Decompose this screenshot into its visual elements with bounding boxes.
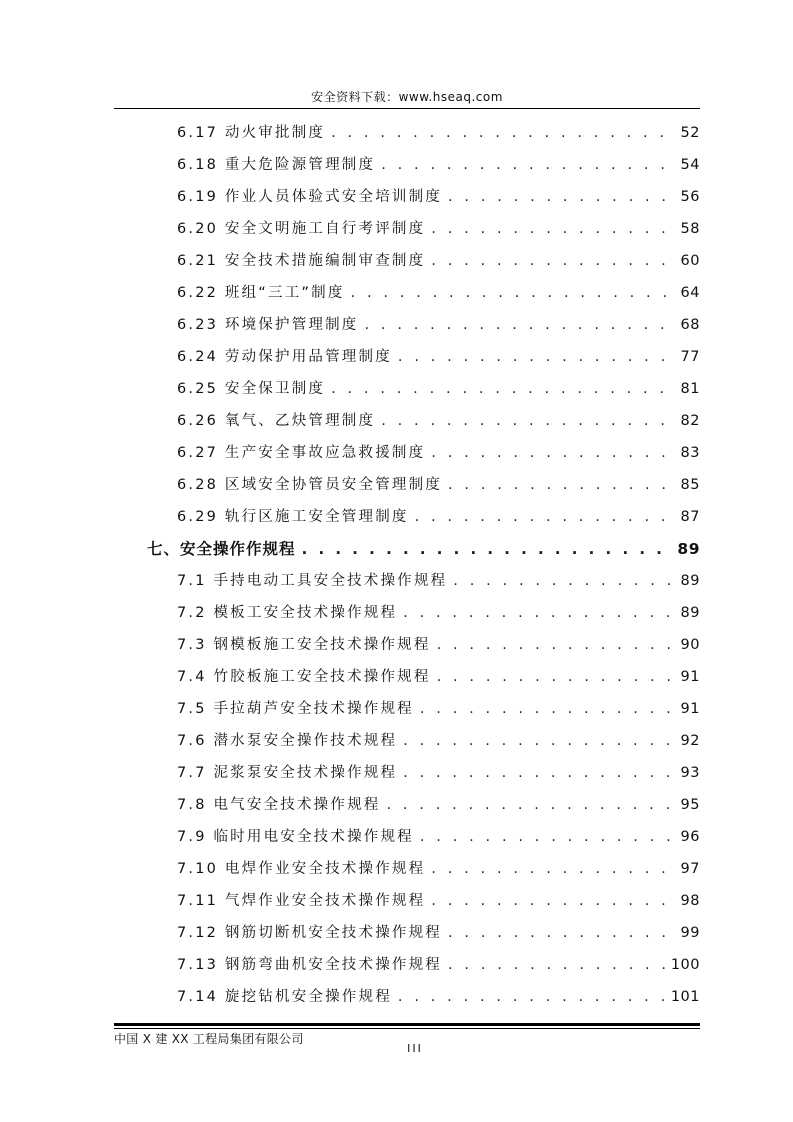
footer-divider-thick [114,1023,700,1026]
toc-entry-title: 7.8 电气安全技术操作规程 [177,797,381,813]
toc-entry-page: 54 [680,157,700,173]
toc-entry-title: 7.6 潜水泵安全操作技术规程 [177,733,398,749]
toc-row[interactable] [177,757,700,789]
toc-row[interactable] [177,181,700,213]
toc-dot-leader [448,181,677,213]
toc-row[interactable] [177,277,700,309]
toc-row[interactable] [177,245,700,277]
toc-entry-page: 92 [680,733,700,749]
toc-row[interactable] [177,917,700,949]
toc-entry-title: 6.25 安全保卫制度 [177,381,326,397]
toc-entry-page: 82 [680,413,700,429]
toc-entry-page: 96 [680,829,700,845]
toc-entry-page: 89 [680,605,700,621]
toc-dot-leader [381,149,676,181]
toc-entry-page: 95 [680,797,700,813]
toc-entry-page: 89 [680,573,700,589]
toc-entry-title: 7.1 手持电动工具安全技术操作规程 [177,573,448,589]
toc-row[interactable] [177,981,700,1013]
toc-dot-leader [448,949,667,981]
toc-row[interactable] [177,437,700,469]
toc-entry-page: 90 [680,637,700,653]
toc-entry-title: 7.12 钢筋切断机安全技术操作规程 [177,925,442,941]
toc-row[interactable] [177,661,700,693]
toc-entry-page: 52 [680,125,700,141]
toc-row[interactable] [177,949,700,981]
toc-entry-page: 99 [680,925,700,941]
footer-divider-thin [114,1028,700,1029]
toc-entry-title: 7.2 模板工安全技术操作规程 [177,605,398,621]
toc-row[interactable] [177,341,700,373]
toc-entry-title: 7.9 临时用电安全技术操作规程 [177,829,414,845]
toc-entry-title: 6.29 轨行区施工安全管理制度 [177,509,409,525]
toc-entry-title: 6.22 班组“三工”制度 [177,285,345,301]
toc-dot-leader [403,725,676,757]
toc-entry-page: 60 [680,253,700,269]
toc-row[interactable] [177,501,700,533]
page-header [114,88,700,105]
toc-dot-leader [448,917,677,949]
toc-dot-leader [437,661,677,693]
toc-dot-leader [453,565,676,597]
toc-entry-title: 6.28 区域安全协管员安全管理制度 [177,477,442,493]
toc-entry-title: 6.19 作业人员体验式安全培训制度 [177,189,442,205]
toc-entry-page: 77 [680,349,700,365]
toc-dot-leader [415,501,677,533]
toc-dot-leader [403,757,676,789]
toc-entry-page: 81 [680,381,700,397]
toc-row[interactable] [177,469,700,501]
toc-entry-title: 6.23 环境保护管理制度 [177,317,359,333]
toc-entry-page: 85 [680,477,700,493]
toc-entry-title: 6.18 重大危险源管理制度 [177,157,376,173]
toc-entry-page: 64 [680,285,700,301]
toc-row[interactable] [177,565,700,597]
header-text: 安全资料下载：www.hseaq.com [311,90,503,104]
toc-entry-title: 7.3 钢模板施工安全技术操作规程 [177,637,431,653]
toc-entry-title: 7.4 竹胶板施工安全技术操作规程 [177,669,431,685]
toc-row[interactable] [177,405,700,437]
toc-entry-title: 6.26 氧气、乙炔管理制度 [177,413,376,429]
toc-entry-title: 6.17 动火审批制度 [177,125,326,141]
toc-chapter-row[interactable] [147,533,700,565]
toc-dot-leader [431,885,676,917]
toc-row[interactable] [177,629,700,661]
toc-dot-leader [302,533,674,565]
toc-row[interactable] [177,117,700,149]
toc-entry-page: 98 [680,893,700,909]
toc-dot-leader [448,469,677,501]
toc-row[interactable] [177,821,700,853]
toc-row[interactable] [177,309,700,341]
toc-row[interactable] [177,885,700,917]
toc-entry-page: 91 [680,669,700,685]
toc-row[interactable] [177,597,700,629]
toc-dot-leader [386,789,676,821]
toc-entry-title: 7.5 手拉葫芦安全技术操作规程 [177,701,414,717]
toc-entry-page: 97 [680,861,700,877]
toc-entry-page: 58 [680,221,700,237]
toc-dot-leader [331,373,676,405]
toc-row[interactable] [177,373,700,405]
toc-dot-leader [365,309,677,341]
toc-entry-page: 101 [670,989,700,1005]
toc-dot-leader [437,629,677,661]
toc-row[interactable] [177,149,700,181]
toc-entry-title: 6.20 安全文明施工自行考评制度 [177,221,426,237]
toc-entry-title: 7.7 泥浆泵安全技术操作规程 [177,765,398,781]
toc-row[interactable] [177,853,700,885]
toc-entry-page: 87 [680,509,700,525]
toc-entry-page: 56 [680,189,700,205]
toc-dot-leader [420,693,677,725]
toc-entry-page: 68 [680,317,700,333]
toc-entry-title: 6.24 劳动保护用品管理制度 [177,349,392,365]
toc-dot-leader [403,597,676,629]
toc-dot-leader [420,821,677,853]
toc-entry-title: 7.11 气焊作业安全技术操作规程 [177,893,426,909]
toc-row[interactable] [177,725,700,757]
toc-entry-page: 91 [680,701,700,717]
toc-dot-leader [431,213,676,245]
toc-dot-leader [431,245,676,277]
toc-entry-title: 6.21 安全技术措施编制审查制度 [177,253,426,269]
toc-row[interactable] [177,213,700,245]
toc-row[interactable] [177,693,700,725]
toc-entry-title: 6.27 生产安全事故应急救援制度 [177,445,426,461]
toc-entry-title: 七、安全操作作规程 [147,540,296,558]
footer-company: 中国 X 建 XX 工程局集团有限公司 [114,1032,304,1046]
toc-row[interactable] [177,789,700,821]
toc-dot-leader [331,117,676,149]
toc-dot-leader [431,853,676,885]
toc-entry-page: 89 [677,540,700,558]
header-divider [114,108,700,109]
toc-entry-page: 100 [670,957,700,973]
toc-dot-leader [431,437,676,469]
toc-entry-title: 7.13 钢筋弯曲机安全技术操作规程 [177,957,442,973]
footer-page-number: III [407,1042,423,1055]
toc-dot-leader [398,981,667,1013]
toc-dot-leader [351,277,677,309]
toc-dot-leader [381,405,676,437]
toc-entry-title: 7.14 旋挖钻机安全操作规程 [177,989,392,1005]
toc-entry-page: 93 [680,765,700,781]
toc-entry-page: 83 [680,445,700,461]
toc-entry-title: 7.10 电焊作业安全技术操作规程 [177,861,426,877]
toc-dot-leader [398,341,677,373]
